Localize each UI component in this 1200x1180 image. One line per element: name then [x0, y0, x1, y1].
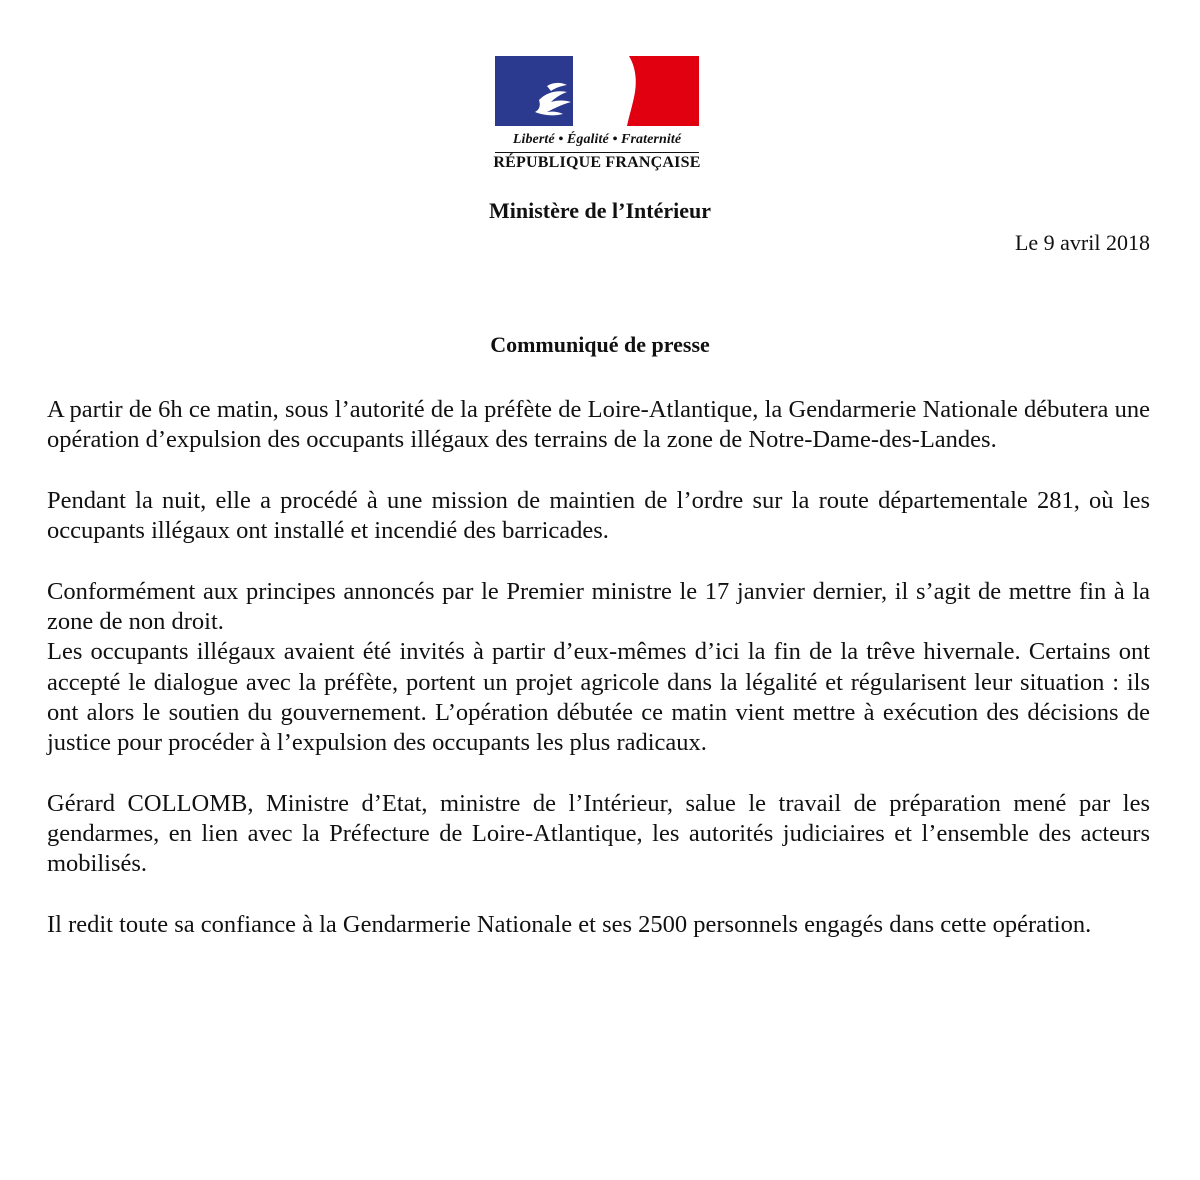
marianne-flag-icon [495, 56, 699, 126]
paragraph-4: Les occupants illégaux avaient été invités à partir d’eux-mêmes d’ici la fin de la trêve hivernale. Certains ont accepté le dialogue avec la préfète, portent un projet agricole dans la légalité et régularisent leur situation : ils ont alors le soutien du gouvernement. L’opération débutée ce matin vient mettre à exécution des décisions de justice pour procéder à l’expulsion des occupants les plus radicaux. [47, 638, 1150, 757]
republique-francaise-logo [492, 56, 702, 174]
paragraph-6: Il redit toute sa confiance à la Gendarmerie Nationale et ses 2500 personnels engagés dans cette opération. [47, 911, 1092, 939]
paragraph-2: Pendant la nuit, elle a procédé à une mission de maintien de l’ordre sur la route départementale 281, où les occupants illégaux ont installé et incendié des barricades. [47, 486, 1150, 545]
document-title: Communiqué de presse [490, 332, 710, 357]
republic-motto: Liberté • Égalité • Fraternité [512, 132, 682, 147]
paragraph-3: Conformément aux principes annoncés par le Premier ministre le 17 janvier dernier, il s’agit de mettre fin à la zone de non droit. [47, 577, 1150, 636]
ministry-name: Ministère de l’Intérieur [489, 198, 711, 223]
motto-divider [495, 152, 699, 153]
paragraph-5: Gérard COLLOMB, Ministre d’Etat, ministre de l’Intérieur, salue le travail de préparation mené par les gendarmes, en lien avec la Préfecture de Loire-Atlantique, les autorités judiciaires et l’ensemble des acteurs mobilisés. [47, 789, 1150, 878]
document-date: Le 9 avril 2018 [1014, 230, 1150, 255]
republic-name: RÉPUBLIQUE FRANÇAISE [493, 154, 701, 171]
paragraph-1: A partir de 6h ce matin, sous l’autorité de la préfète de Loire-Atlantique, la Gendarmerie Nationale débutera une opération d’expulsion des occupants illégaux des terrains de la zone de Notre-Dame-des-Landes. [47, 396, 1150, 454]
press-release-body [47, 395, 1150, 940]
